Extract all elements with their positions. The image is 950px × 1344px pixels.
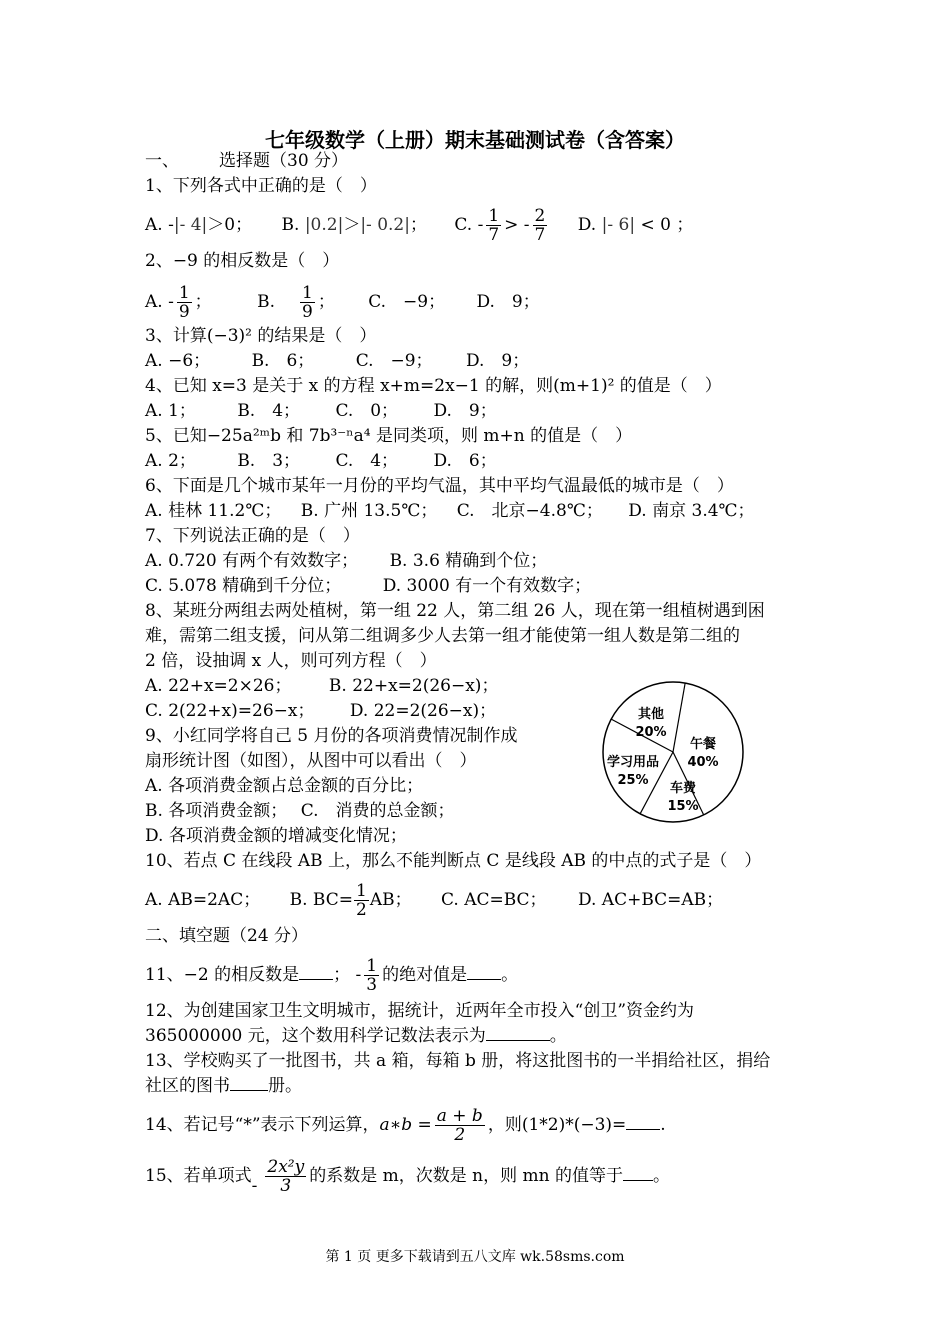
q4-option-d: D. 9； <box>433 401 497 421</box>
q8-stem-line1: 8、某班分两组去两处植树，第一组 22 人，第二组 26 人，现在第一组植树遇到困 <box>145 601 765 621</box>
q4-option-c: C. 0； <box>335 401 399 421</box>
q8-stem-line3: 2 倍，设抽调 x 人，则可列方程（ ） <box>145 651 437 671</box>
slice-study-supplies-value: 25% <box>617 773 649 788</box>
slice-lunch-label: 午餐 <box>689 737 717 752</box>
q10-option-a: A. AB=2AC； <box>145 890 261 910</box>
q10-option-c: C. AC=BC； <box>441 890 547 910</box>
q8-options-cd <box>145 700 496 722</box>
q12-line2: 365000000 元，这个数用科学记数法表示为 。 <box>145 1026 567 1046</box>
q6-option-b: B. 广州 13.5℃； <box>300 501 438 521</box>
q5-stem: 5、已知−25a²ᵐb 和 7b³⁻ⁿa⁴ 是同类项，则 m+n 的值是（ ） <box>145 426 633 446</box>
q2-option-d: D. 9； <box>476 292 540 312</box>
q6-option-a: A. 桂林 11.2℃； <box>145 501 282 521</box>
q9-option-c: C. 消费的总金额； <box>300 801 455 821</box>
q5-option-b: B. 3； <box>237 451 301 471</box>
q10-stem: 10、若点 C 在线段 AB 上，那么不能判断点 C 是线段 AB 的中点的式子是（ ） <box>145 851 762 871</box>
page-footer: 第 1 页 更多下载请到五八文库 wk.58sms.com <box>325 1249 625 1265</box>
q1-option-b: B. |0.2|＞|- 0.2|； <box>281 215 427 235</box>
q6-option-d: D. 南京 3.4℃； <box>628 501 755 521</box>
q10-options <box>145 882 723 919</box>
q7-option-a: A. 0.720 有两个有效数字； <box>145 551 359 571</box>
q6-options <box>145 500 755 522</box>
q2-options <box>145 284 540 321</box>
q9-stem-line1: 9、小红同学将自己 5 月份的各项消费情况制作成 <box>145 726 518 746</box>
q2-option-a: A. - $\frac{1}{9}$ ； <box>145 283 212 322</box>
q1-option-d: D. |- 6| < 0 ； <box>577 215 694 235</box>
q8-options-ab <box>145 675 498 697</box>
q7-option-b: B. 3.6 精确到个位； <box>389 551 548 571</box>
q3-option-b: B. 6； <box>251 351 315 371</box>
q10-option-d: D. AC+BC=AB； <box>577 890 724 910</box>
q4-option-a: A. 1； <box>145 401 196 421</box>
q13-line1: 13、学校购买了一批图书，共 a 箱，每箱 b 册，将这批图书的一半捐给社区，捐给 <box>145 1051 771 1071</box>
q12-line1: 12、为创建国家卫生文明城市，据统计，近两年全市投入“创卫”资金约为 <box>145 1001 695 1021</box>
q1-option-c: C. - $\frac{1}{7}$ > - $\frac{2}{7}$ <box>454 206 546 245</box>
slice-study-supplies-label: 学习用品 <box>606 755 660 770</box>
slice-other-value: 20% <box>635 725 667 740</box>
q3-option-c: C. −9； <box>355 351 433 371</box>
q7-option-d: D. 3000 有一个有效数字； <box>382 576 592 596</box>
q9-option-d: D. 各项消费金额的增减变化情况； <box>145 826 407 846</box>
consumption-pie-chart <box>598 678 768 828</box>
q7-options-cd <box>145 575 591 597</box>
q8-option-b: B. 22+x=2(26−x)； <box>328 676 499 696</box>
q5-option-a: A. 2； <box>145 451 196 471</box>
q4-options <box>145 400 497 422</box>
q15: 15、若单项式- $\frac{\text{2x²y}}{3}$ 的系数是 m，次数是 n，则 mn 的值等于 。 <box>145 1157 670 1196</box>
q10-option-b: B. BC= $\frac{1}{2}$ AB； <box>289 881 412 920</box>
q8-option-d: D. 22=2(26−x)； <box>349 701 497 721</box>
q7-option-c: C. 5.078 精确到千分位； <box>145 576 342 596</box>
q9-option-a: A. 各项消费金额占总金额的百分比； <box>145 776 424 796</box>
slice-transport-label: 车费 <box>669 781 697 796</box>
q7-stem: 7、下列说法正确的是（ ） <box>145 526 360 546</box>
q3-option-d: D. 9； <box>465 351 530 371</box>
q4-option-b: B. 4； <box>237 401 301 421</box>
q2-option-c: C. −9； <box>368 292 446 312</box>
q3-options <box>145 350 529 372</box>
q14: 14、若记号“*”表示下列运算，a∗b = $\frac{a + b}{2}$ ，则(1*2)*(−3)= . <box>145 1106 666 1145</box>
q5-options <box>145 450 497 472</box>
q4-stem: 4、已知 x=3 是关于 x 的方程 x+m=2x−1 的解，则(m+1)² 的值是（ ） <box>145 376 722 396</box>
slice-other-label: 其他 <box>637 707 665 722</box>
q8-option-c: C. 2(22+x)=26−x； <box>145 701 315 721</box>
q7-options-ab <box>145 550 547 572</box>
q1-stem: 1、下列各式中正确的是（ ） <box>145 176 377 196</box>
q13-line2: 社区的图书 册。 <box>145 1076 302 1096</box>
q2-stem: 2、−9 的相反数是（ ） <box>145 251 340 271</box>
q1-options <box>145 207 693 244</box>
slice-transport-value: 15% <box>667 799 699 814</box>
q1-option-a: A. -|- 4|＞0； <box>145 215 253 235</box>
q8-option-a: A. 22+x=2×26； <box>145 676 292 696</box>
slice-lunch-value: 40% <box>687 755 719 770</box>
q9-options-bc <box>145 800 455 822</box>
q5-option-d: D. 6； <box>433 451 497 471</box>
section2-heading: 二、填空题（24 分） <box>145 926 309 946</box>
q3-option-a: A. −6； <box>145 351 211 371</box>
q9-stem-line2: 扇形统计图（如图），从图中可以看出（ ） <box>145 751 477 771</box>
section1-heading: 一、 选择题（30 分） <box>145 151 349 171</box>
q3-stem: 3、计算(−3)² 的结果是（ ） <box>145 326 377 346</box>
q9-option-b: B. 各项消费金额； <box>145 801 288 821</box>
q11: 11、−2 的相反数是 ； - $\frac{1}{3}$ 的绝对值是 。 <box>145 956 519 995</box>
q8-stem-line2: 难，需第二组支援，问从第二组调多少人去第一组才能使第一组人数是第二组的 <box>145 626 740 646</box>
q2-option-b: B. $\frac{1}{9}$ ； <box>257 283 335 322</box>
page-title: 七年级数学（上册）期末基础测试卷（含答案） <box>265 128 685 152</box>
q6-option-c: C. 北京−4.8℃； <box>456 501 603 521</box>
q6-stem: 6、下面是几个城市某年一月份的平均气温，其中平均气温最低的城市是（ ） <box>145 476 734 496</box>
q5-option-c: C. 4； <box>335 451 399 471</box>
